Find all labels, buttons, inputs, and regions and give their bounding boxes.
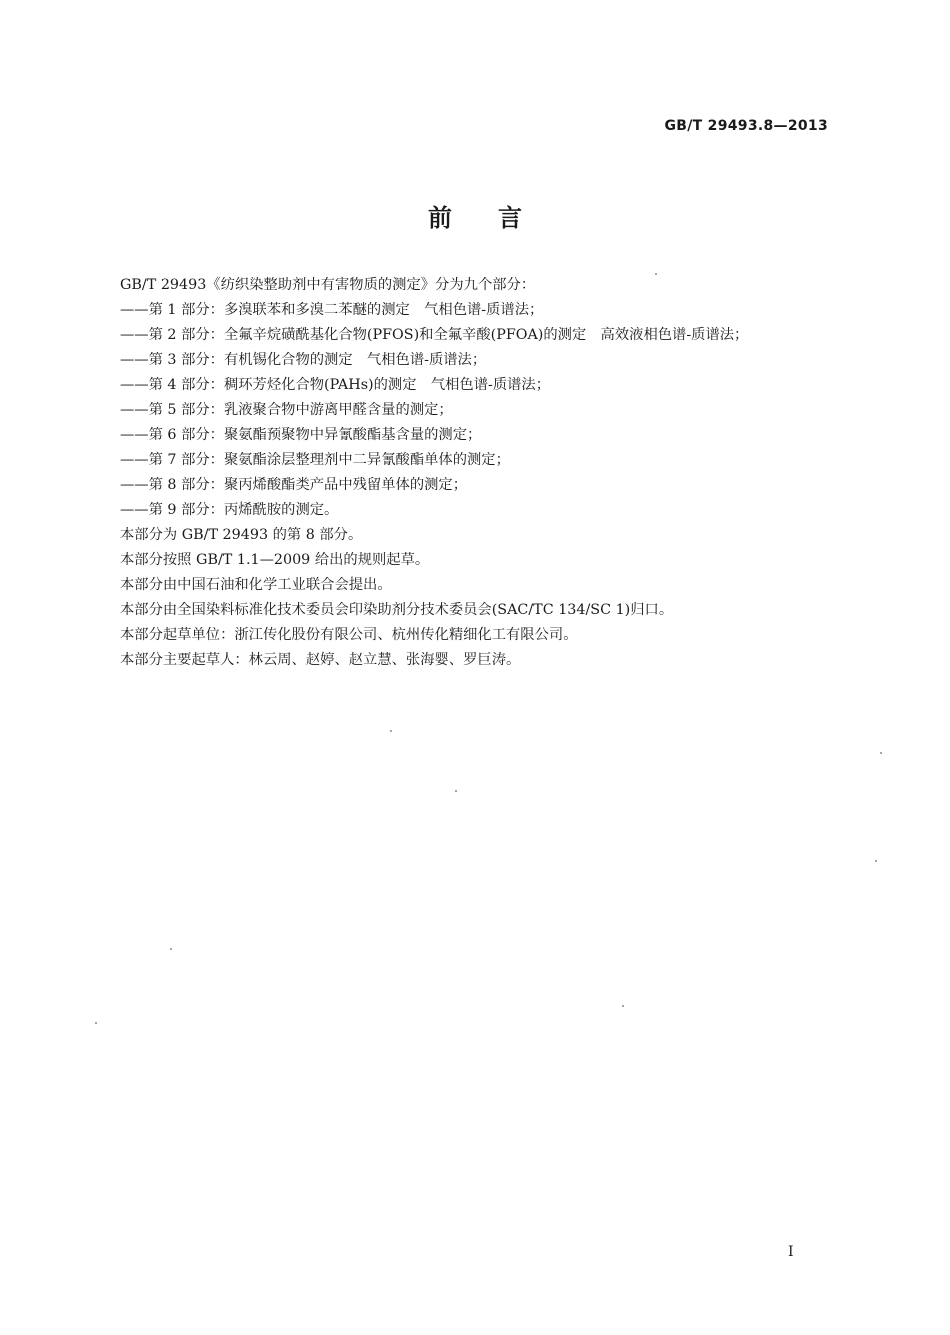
foreword-body <box>120 273 832 673</box>
scan-speck <box>95 1022 97 1024</box>
scan-speck <box>875 860 877 862</box>
statement-proposer: 本部分由中国石油和化学工业联合会提出。 <box>120 577 392 593</box>
statement-part-number: 本部分为 GB/T 29493 的第 8 部分。 <box>120 527 363 543</box>
scan-speck <box>880 752 882 754</box>
part-item-7: ——第 7 部分：聚氨酯涂层整理剂中二异氰酸酯单体的测定； <box>120 452 510 468</box>
scan-speck <box>390 730 392 732</box>
scan-speck <box>622 1005 624 1007</box>
part-item-8: ——第 8 部分：聚丙烯酸酯类产品中残留单体的测定； <box>120 477 468 493</box>
part-item-9: ——第 9 部分：丙烯酰胺的测定。 <box>120 502 339 518</box>
standard-code: GB/T 29493.8—2013 <box>664 118 828 134</box>
part-item-2: ——第 2 部分：全氟辛烷磺酰基化合物(PFOS)和全氟辛酸(PFOA)的测定 高效液相色谱-质谱法； <box>120 327 749 343</box>
part-item-3: ——第 3 部分：有机锡化合物的测定 气相色谱-质谱法； <box>120 352 487 368</box>
statement-committee: 本部分由全国染料标准化技术委员会印染助剂分技术委员会(SAC/TC 134/SC 1)归口。 <box>120 602 674 618</box>
part-item-5: ——第 5 部分：乳液聚合物中游离甲醛含量的测定； <box>120 402 453 418</box>
scan-speck <box>455 790 457 792</box>
part-item-1: ——第 1 部分：多溴联苯和多溴二苯醚的测定 气相色谱-质谱法； <box>120 302 544 318</box>
scan-speck <box>170 948 172 950</box>
page-number: I <box>788 1244 794 1260</box>
statement-drafting-units: 本部分起草单位：浙江传化股份有限公司、杭州传化精细化工有限公司。 <box>120 627 578 643</box>
page-title: 前言 <box>428 204 568 232</box>
part-item-6: ——第 6 部分：聚氨酯预聚物中异氰酸酯基含量的测定； <box>120 427 482 443</box>
part-item-4: ——第 4 部分：稠环芳烃化合物(PAHs)的测定 气相色谱-质谱法； <box>120 377 551 393</box>
intro-line: GB/T 29493《纺织染整助剂中有害物质的测定》分为九个部分： <box>120 277 536 293</box>
statement-drafting-rules: 本部分按照 GB/T 1.1—2009 给出的规则起草。 <box>120 552 430 568</box>
statement-drafters: 本部分主要起草人：林云周、赵婷、赵立慧、张海婴、罗巨涛。 <box>120 652 521 668</box>
scan-speck <box>655 273 657 275</box>
